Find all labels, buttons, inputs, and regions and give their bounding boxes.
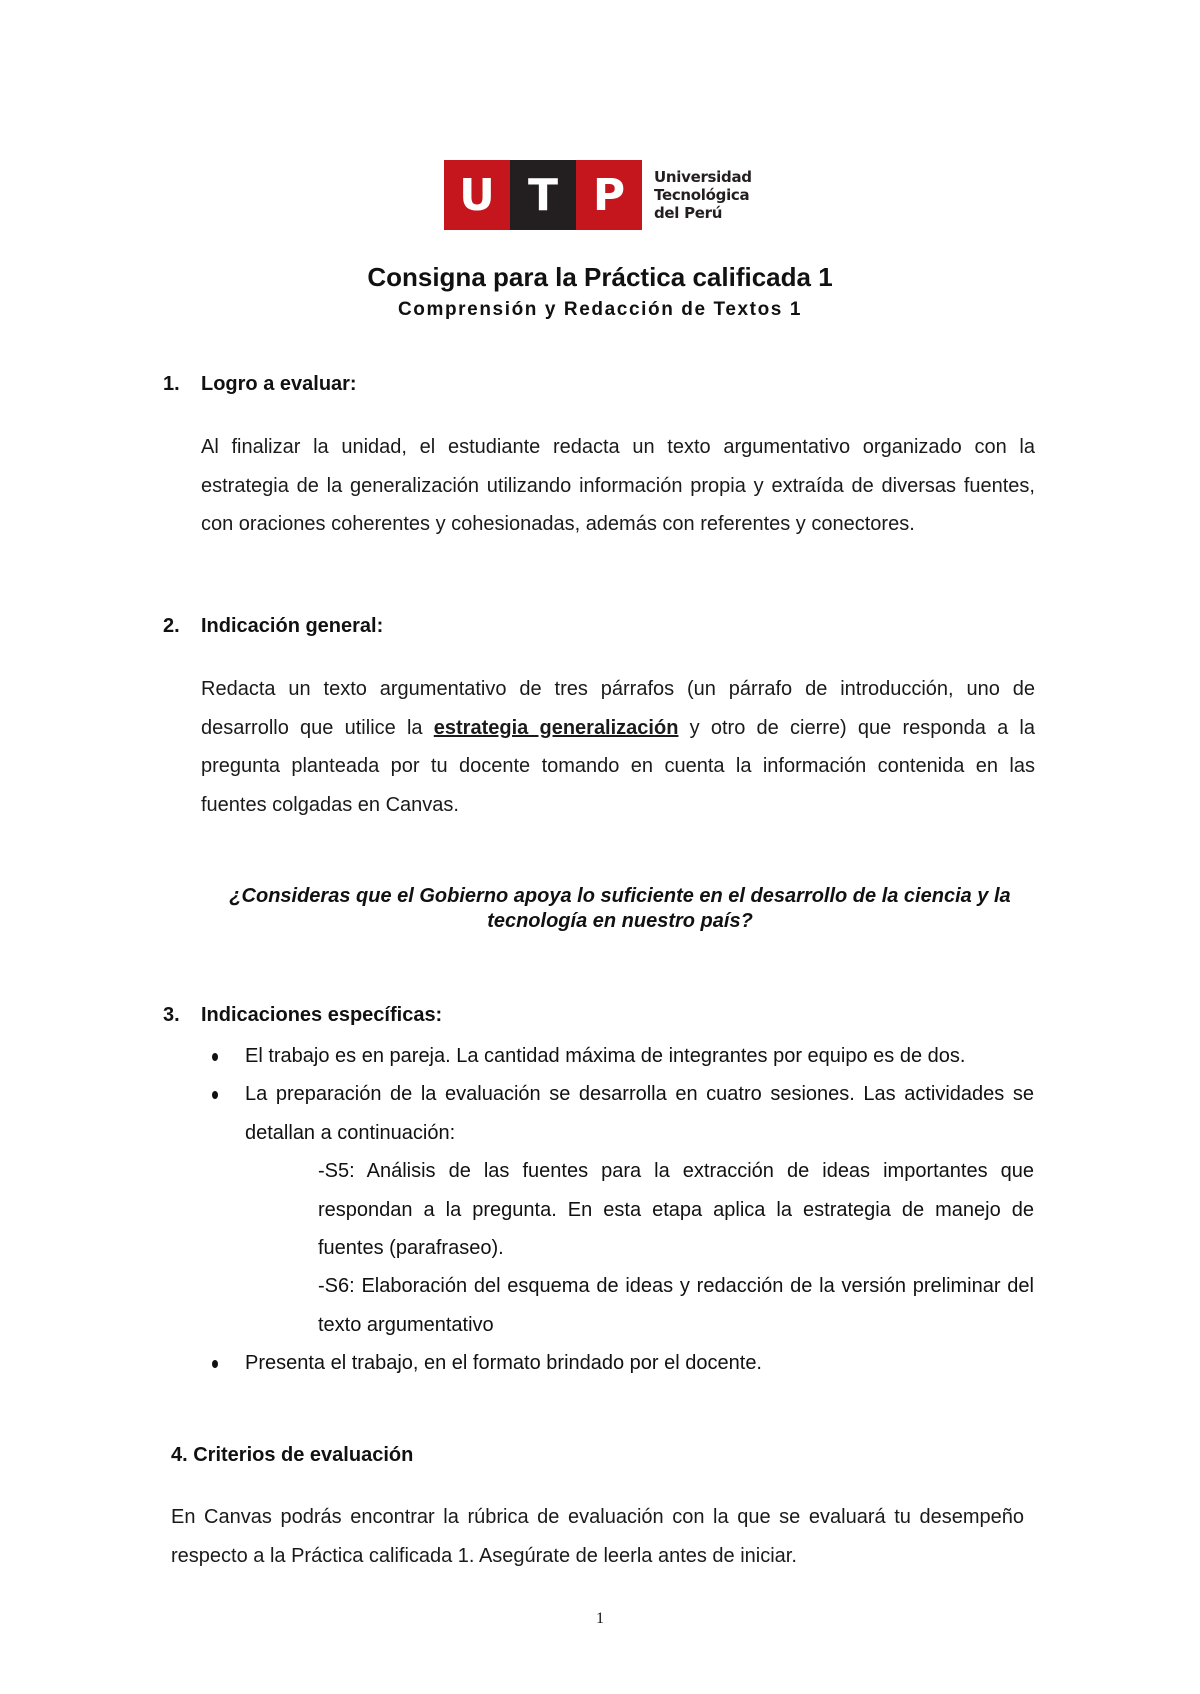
section-number: 1.: [163, 373, 180, 395]
bullet-icon: [212, 1091, 218, 1099]
section-number: 2.: [163, 615, 180, 637]
section-2-body: [201, 670, 1035, 824]
section-title: Indicaciones específicas:: [201, 1004, 443, 1026]
logo-wordmark-line: del Perú: [654, 204, 723, 222]
logo-letter-p: P: [576, 160, 642, 230]
list-item: [200, 1037, 1034, 1077]
body-text: y otro de cierre) que responda a la pregunta planteada por tu docente tomando en cuenta la información contenida en las fuentes colgadas en Canvas.: [201, 716, 1035, 816]
logo-wordmark-line: Tecnológica: [654, 186, 750, 204]
section-3-heading: [163, 1004, 442, 1027]
logo-letters: [444, 160, 642, 230]
list-item: [200, 1344, 1034, 1384]
session-item: -S5: Análisis de las fuentes para la extracción de ideas importantes que respondan a la pregunta. En esta etapa aplica la estrategia de manejo de fuentes (parafraseo).: [318, 1160, 1034, 1259]
emphasized-term: estrategia generalización: [433, 716, 679, 739]
logo-letter-t: T: [510, 160, 576, 230]
guiding-question: ¿Consideras que el Gobierno apoya lo suficiente en el desarrollo de la ciencia y la tecnología en nuestro país?: [229, 885, 1011, 932]
section-title: Indicación general:: [201, 615, 384, 637]
page-number: 1: [596, 1610, 604, 1627]
list-item: [200, 1075, 1034, 1153]
section-1-heading: [163, 373, 357, 396]
bullet-icon: [212, 1360, 218, 1368]
section-4-body: En Canvas podrás encontrar la rúbrica de evaluación con la que se evaluará tu desempeño respecto a la Práctica calificada 1. Asegúrate de leerla antes de iniciar.: [171, 1506, 1024, 1567]
document-title: Consigna para la Práctica calificada 1: [367, 262, 833, 292]
logo-wordmark: [654, 168, 752, 222]
list-item-text: El trabajo es en pareja. La cantidad máxima de integrantes por equipo es de dos.: [245, 1045, 966, 1067]
section-4-heading: 4. Criterios de evaluación: [171, 1444, 414, 1466]
logo-letter-u: U: [444, 160, 510, 230]
section-number: 3.: [163, 1004, 180, 1026]
document-subtitle: Comprensión y Redacción de Textos 1: [397, 299, 803, 320]
section-title: Logro a evaluar:: [201, 373, 357, 395]
section-1-body: Al finalizar la unidad, el estudiante redacta un texto argumentativo organizado con la estrategia de la generalización utilizando información propia y extraída de diversas fuentes, con oraciones coherentes y cohesionadas, además con referentes y conectores.: [201, 436, 1035, 535]
list-item-text: La preparación de la evaluación se desarrolla en cuatro sesiones. Las actividades se detallan a continuación:: [245, 1083, 1034, 1144]
list-item-text: Presenta el trabajo, en el formato brindado por el docente.: [245, 1352, 762, 1374]
utp-logo: [444, 160, 752, 230]
logo-wordmark-line: Universidad: [654, 168, 752, 186]
body-text: Redacta un texto argumentativo de tres párrafos (un párrafo de introducción, uno de desarrollo que utilice la: [201, 678, 1035, 739]
section-2-heading: [163, 615, 383, 638]
session-item: -S6: Elaboración del esquema de ideas y redacción de la versión preliminar del texto argumentativo: [318, 1275, 1034, 1336]
bullet-icon: [212, 1053, 218, 1061]
